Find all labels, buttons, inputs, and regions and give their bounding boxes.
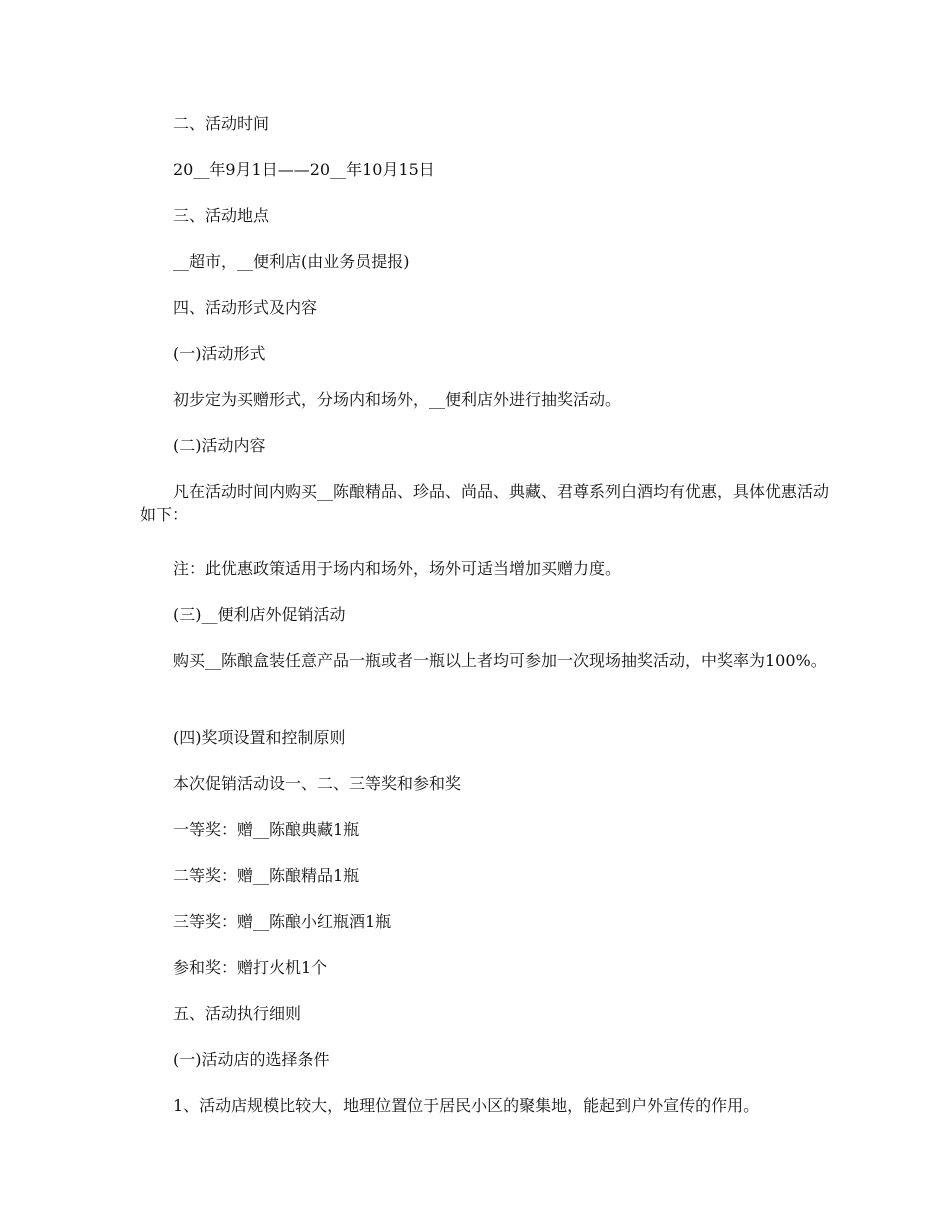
section-heading-activity-time: 二、活动时间 xyxy=(173,114,270,133)
prize-settings-text: 本次促销活动设一、二、三等奖和参和奖 xyxy=(173,774,462,793)
activity-time-text: 20__年9月1日——20__年10月15日 xyxy=(173,160,435,179)
subheading-prize-settings: (四)奖项设置和控制原则 xyxy=(173,728,346,747)
activity-location-text: __超市，__便利店(由业务员提报) xyxy=(173,252,410,271)
section-heading-execution-rules: 五、活动执行细则 xyxy=(173,1004,302,1023)
participation-prize-text: 参和奖：赠打火机1个 xyxy=(173,958,328,977)
store-selection-condition-1: 1、活动店规模比较大，地理位置位于居民小区的聚集地，能起到户外宣传的作用。 xyxy=(173,1096,760,1115)
activity-content-text: 凡在活动时间内购买__陈酿精品、珍品、尚品、典藏、君尊系列白酒均有优惠，具体优惠活动如下： xyxy=(140,482,830,524)
subheading-activity-content: (二)活动内容 xyxy=(173,436,266,455)
note-text: 注：此优惠政策适用于场内和场外，场外可适当增加买赠力度。 xyxy=(173,559,622,578)
store-promotion-text: 购买__陈酿盒装任意产品一瓶或者一瓶以上者均可参加一次现场抽奖活动，中奖率为100%。 xyxy=(173,651,827,670)
section-heading-activity-location: 三、活动地点 xyxy=(173,206,270,225)
subheading-store-selection: (一)活动店的选择条件 xyxy=(173,1050,330,1069)
first-prize-text: 一等奖：赠__陈酿典藏1瓶 xyxy=(173,820,360,839)
subheading-activity-form: (一)活动形式 xyxy=(173,344,266,363)
activity-form-text: 初步定为买赠形式，分场内和场外，__便利店外进行抽奖活动。 xyxy=(173,390,622,409)
subheading-store-promotion: (三)__便利店外促销活动 xyxy=(173,605,346,624)
section-heading-form-content: 四、活动形式及内容 xyxy=(173,298,318,317)
third-prize-text: 三等奖：赠__陈酿小红瓶酒1瓶 xyxy=(173,912,392,931)
second-prize-text: 二等奖：赠__陈酿精品1瓶 xyxy=(173,866,360,885)
